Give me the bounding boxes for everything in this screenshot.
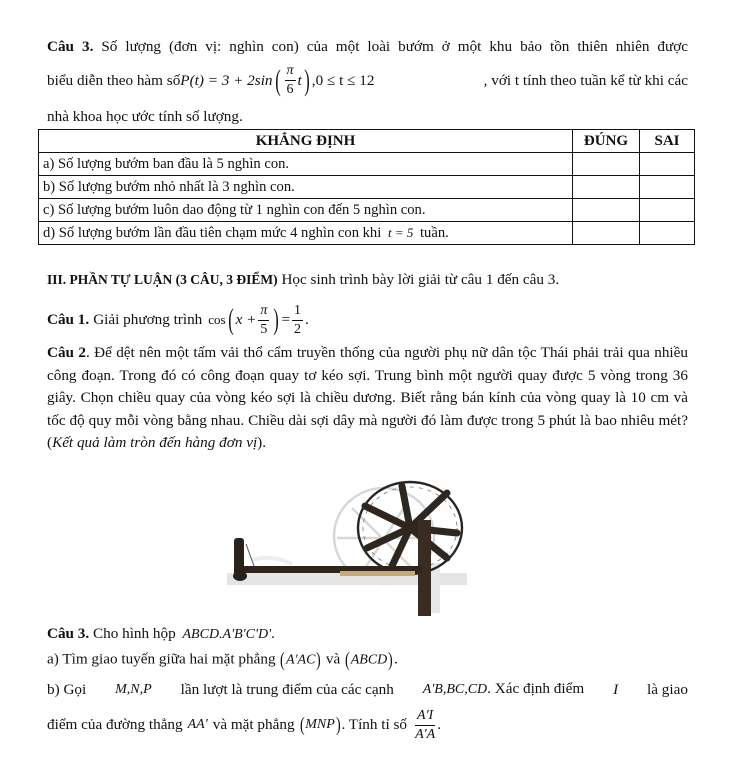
spinning-wheel-photo-icon — [222, 478, 504, 618]
answer-true-b[interactable] — [573, 176, 640, 199]
statement-c: c) Số lượng bướm luôn dao động từ 1 nghìn con đến 5 nghìn con. — [39, 199, 573, 222]
c3b-end: là giao — [647, 680, 688, 698]
c1-label: Câu 1. — [47, 311, 90, 328]
statement-d-pre: d) Số lượng bướm lần đầu tiên chạm mức 4 nghìn con khi — [43, 225, 382, 241]
thread — [252, 558, 292, 564]
q3-line2 — [47, 64, 688, 97]
table-row — [39, 199, 695, 222]
wheel-spokes — [365, 486, 457, 566]
statements-table — [38, 129, 695, 245]
q3-line1 — [47, 38, 688, 56]
header-statement: KHẲNG ĐỊNH — [39, 130, 573, 153]
c1-rhs — [292, 304, 303, 337]
q3-formula: P(t) = 3 + 2sin ( $\frac{\pi}{6}$ t ) , — [180, 63, 316, 97]
c1-num: π — [258, 304, 269, 321]
answer-false-c[interactable] — [640, 199, 695, 222]
table-row — [39, 153, 695, 176]
q3-line3: nhà khoa học ước tính số lượng. — [47, 108, 243, 125]
c1-rhs-den: 2 — [294, 321, 302, 337]
c3b-I: I — [613, 680, 619, 698]
c2-paragraph — [47, 342, 688, 455]
table-row — [39, 222, 695, 245]
ratio-num: A'I — [415, 709, 435, 726]
part3-intro: Học sinh trình bày lời giải từ câu 1 đến câu 3. — [281, 271, 560, 288]
c3b2-post: . Tính tỉ số — [341, 716, 408, 733]
c3a-line: a) Tìm giao tuyến giữa hai mặt phẳng (A'AC) và (ABCD). — [47, 649, 398, 671]
c1-fraction — [258, 304, 269, 337]
c1-text: Giải phương trình — [93, 311, 203, 328]
c2-text: . Để dệt nên một tấm vải thổ cẩm truyền thống của người phụ nữ dân tộc Thái phải trải qua nhiều công đoạn. Trong đó có công đoạn quay tơ kéo sợi. Trung bình một người quay được 5 vòng trong 36 giây. Chọn chiều quay của vòng kéo sợi là chiều dương. Biết rằng bán kính của vòng quay là 10 cm và tốc độ quy mỗi vòng bằng nhau. Chiều dài sợi dây mà người đó làm được trong 5 phút là bao nhiêu mét? ( — [47, 344, 688, 452]
header-false: SAI — [640, 130, 695, 153]
part3-heading-line — [47, 271, 559, 289]
q3-line1-text: Số lượng (đơn vị: nghìn con) của một loài bướm ở một khu bảo tồn thiên nhiên được — [101, 38, 688, 55]
c1-cos: cos — [208, 312, 226, 327]
c3-label: Câu 3. — [47, 625, 90, 642]
c1-eq: = — [281, 311, 291, 328]
c3b2-line-AA: AA' — [187, 717, 208, 732]
answer-false-d[interactable] — [640, 222, 695, 245]
formula-den: 6 — [286, 82, 294, 97]
c3b-pre: b) Gọi — [47, 680, 87, 698]
statement-d-math: t = 5 — [387, 225, 414, 240]
c3-end: . — [437, 716, 442, 733]
answer-false-b[interactable] — [640, 176, 695, 199]
answer-false-a[interactable] — [640, 153, 695, 176]
c3b-points: M,N,P — [115, 681, 152, 697]
q3-line2-pre: biểu diễn theo hàm số — [47, 71, 181, 89]
spindle-holder — [234, 538, 244, 576]
c2-end: ). — [257, 434, 267, 452]
c3-text: Cho hình hộp — [93, 625, 176, 642]
formula-var: t — [297, 71, 302, 89]
header-true: ĐÚNG — [573, 130, 640, 153]
statement-d — [39, 222, 573, 245]
q3-line2-post: , với t tính theo tuần kể từ khi các — [483, 71, 688, 89]
c3-box: ABCD.A'B'C'D' — [182, 627, 272, 642]
c1-den: 5 — [260, 321, 268, 337]
c3b2-mid: và mặt phẳng — [212, 716, 295, 733]
c2-italic: Kết quả làm tròn đến hàng đơn vị — [52, 434, 258, 452]
c3a-plane2: ABCD — [350, 652, 388, 668]
c1-x-plus: x + — [235, 311, 257, 328]
statement-b: b) Số lượng bướm nhỏ nhất là 3 nghìn con. — [39, 176, 573, 199]
wood-slat — [340, 571, 415, 576]
formula-domain: 0 ≤ t ≤ 12 — [315, 71, 375, 89]
c3a-and: và — [325, 650, 341, 668]
table-row — [39, 176, 695, 199]
c1-end: . — [305, 311, 309, 328]
c3b2-pre: điểm của đường thẳng — [47, 716, 183, 733]
c3b2-plane: MNP — [305, 717, 335, 732]
c3-line: Câu 3. Cho hình hộp ABCD.A'B'C'D'. — [47, 625, 275, 642]
c1-rhs-num: 1 — [292, 304, 303, 321]
c3a-text: a) Tìm giao tuyến giữa hai mặt phẳng — [47, 650, 276, 668]
statement-d-post: tuần. — [420, 225, 449, 241]
formula-num: π — [285, 64, 296, 81]
part3-heading: III. PHẦN TỰ LUẬN (3 CÂU, 3 ĐIỂM) — [47, 272, 278, 287]
q3-label: Câu 3. — [47, 38, 94, 55]
ratio-den: A'A — [415, 726, 436, 742]
c1-line: Câu 1. Giải phương trình cos ( x + $\frac{\pi}{5}$ ) = $\frac{1}{2}$ . — [47, 302, 309, 337]
table-header-row — [39, 130, 695, 153]
c3a-plane1: A'AC — [286, 652, 316, 668]
c3b2-line: điểm của đường thẳng AA' và mặt phẳng ( MNP ) . Tính tỉ số $\frac{A'I}{A'A}$ . — [47, 707, 442, 742]
answer-true-d[interactable] — [573, 222, 640, 245]
spindle-knob — [233, 571, 247, 581]
statement-a: a) Số lượng bướm ban đầu là 5 nghìn con. — [39, 153, 573, 176]
c2-label: Câu 2 — [47, 344, 86, 361]
c3b-mid: lần lượt là trung điểm của các cạnh — [180, 680, 394, 698]
c3-ratio — [415, 709, 435, 742]
formula-lhs: P(t) = 3 + 2sin — [180, 71, 273, 89]
c3b-line — [47, 680, 688, 699]
answer-true-c[interactable] — [573, 199, 640, 222]
spindle-wire — [246, 544, 254, 566]
formula-fraction — [285, 64, 296, 97]
answer-true-a[interactable] — [573, 153, 640, 176]
c3b-post: . Xác định điểm — [487, 680, 585, 697]
c3b-edges: A'B,BC,CD — [422, 682, 488, 697]
